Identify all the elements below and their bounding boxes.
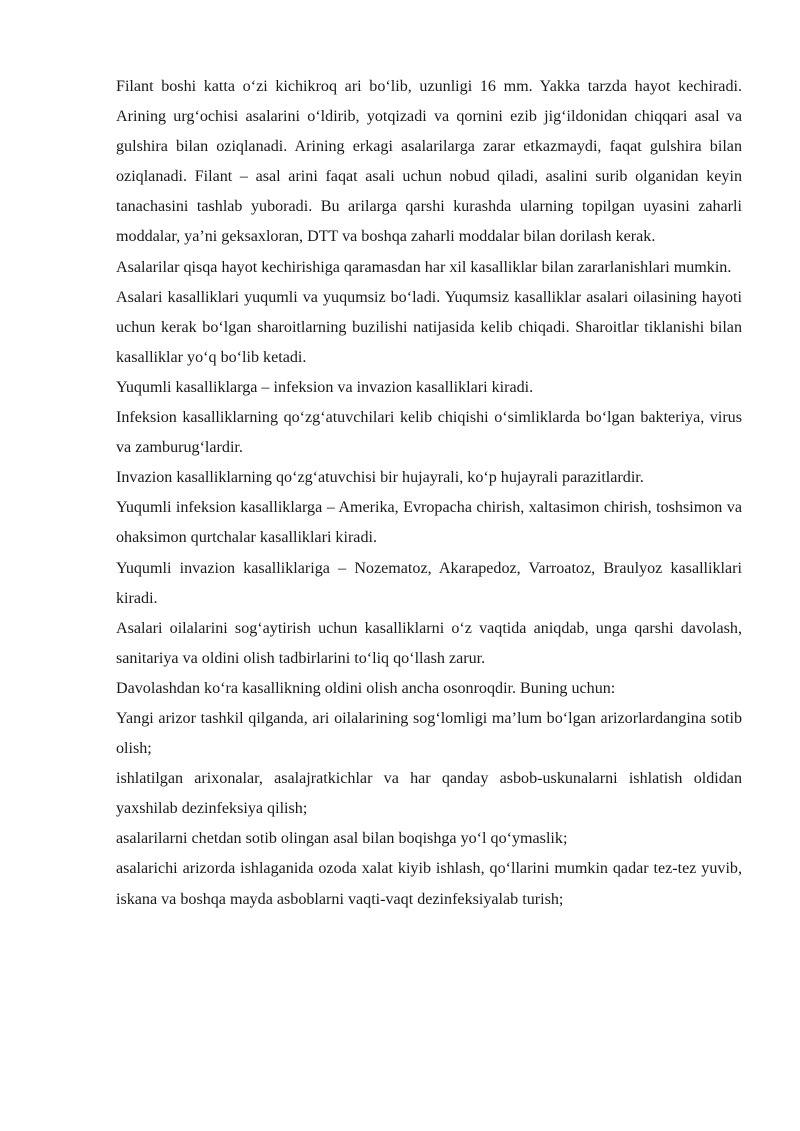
- paragraph-prevention: Davolashdan ko‘ra kasallikning oldini olish ancha osonroqdir. Buning uchun:: [116, 679, 616, 697]
- paragraph-feeding: asalarilarni chetdan sotib olingan asal bilan boqishga yo‘l qo‘ymaslik;: [116, 830, 568, 848]
- paragraph-disease-types: Asalari kasalliklari yuqumli va yuqumsiz bo‘ladi. Yuqumsiz kasalliklar asalari oilasining hayoti uchun kerak bo‘lgan sharoitlarning buzilishi natijasida kelib chiqadi. Sharoitlar tiklanishi bilan kasalliklar yo‘q bo‘lib ketadi.: [116, 288, 742, 366]
- paragraph-invasion-agents: Invazion kasalliklarning qo‘zg‘atuvchisi bir hujayrali, ko‘p hujayrali parazitlardir.: [116, 469, 644, 487]
- paragraph-short-life: Asalarilar qisqa hayot kechirishiga qaramasdan har xil kasalliklar bilan zararlanishlari mumkin.: [116, 258, 732, 276]
- paragraph-infection-agents: Infeksion kasalliklarning qo‘zg‘atuvchilari kelib chiqishi o‘simliklarda bo‘lgan bakteriya, virus va zamburug‘lardir.: [116, 409, 742, 457]
- paragraph-healing: Asalari oilalarini sog‘aytirish uchun kasalliklarni o‘z vaqtida aniqdab, unga qarshi davolash, sanitariya va oldini olish tadbirlarini to‘liq qo‘llash zarur.: [116, 619, 742, 667]
- paragraph-disinfection: ishlatilgan arixonalar, asalajratkichlar va har qanday asbob-uskunalarni ishlatish oldidan yaxshilab dezinfeksiya qilish;: [116, 770, 742, 818]
- paragraph-infection-diseases: Yuqumli infeksion kasalliklarga – Amerika, Evropacha chirish, xaltasimon chirish, toshsimon va ohaksimon qurtchalar kasalliklari kiradi.: [116, 499, 742, 547]
- paragraph-hygiene: asalarichi arizorda ishlaganida ozoda xalat kiyib ishlash, qo‘llarini mumkin qadar tez-tez yuvib, iskana va boshqa mayda asboblarni vaqti-vaqt dezinfeksiyalab turish;: [116, 860, 742, 908]
- paragraph-invasion-diseases: Yuqumli invazion kasalliklariga – Nozematoz, Akarapedoz, Varroatoz, Braulyoz kasalliklari kiradi.: [116, 559, 742, 607]
- document-page: [116, 72, 742, 915]
- paragraph-new-apiary: Yangi arizor tashkil qilganda, ari oilalarining sog‘lomligi ma’lum bo‘lgan arizorlardangina sotib olish;: [116, 709, 742, 758]
- paragraph-filant: Filant boshi katta o‘zi kichikroq ari bo‘lib, uzunligi 16 mm. Yakka tarzda hayot kechiradi. Arining urg‘ochisi asalarini o‘ldirib, yotqizadi va qornini ezib jig‘ildonidan chiqqari asal va gulshira bilan oziqlanadi. Arining erkagi asalarilarga zarar etkazmaydi, faqat gulshira bilan oziqlanadi. Filant – asal arini faqat asali uchun nobud qiladi, asalini surib olganidan keyin tanachasini tashlab yuboradi. Bu arilarga qarshi kurashda ularning topilgan uyasini zaharli moddalar, ya’ni geksaxloran, DTT va boshqa zaharli moddalar bilan dorilash kerak.: [116, 78, 742, 246]
- paragraph-infectious-list: Yuqumli kasalliklarga – infeksion va invazion kasalliklari kiradi.: [116, 378, 534, 396]
